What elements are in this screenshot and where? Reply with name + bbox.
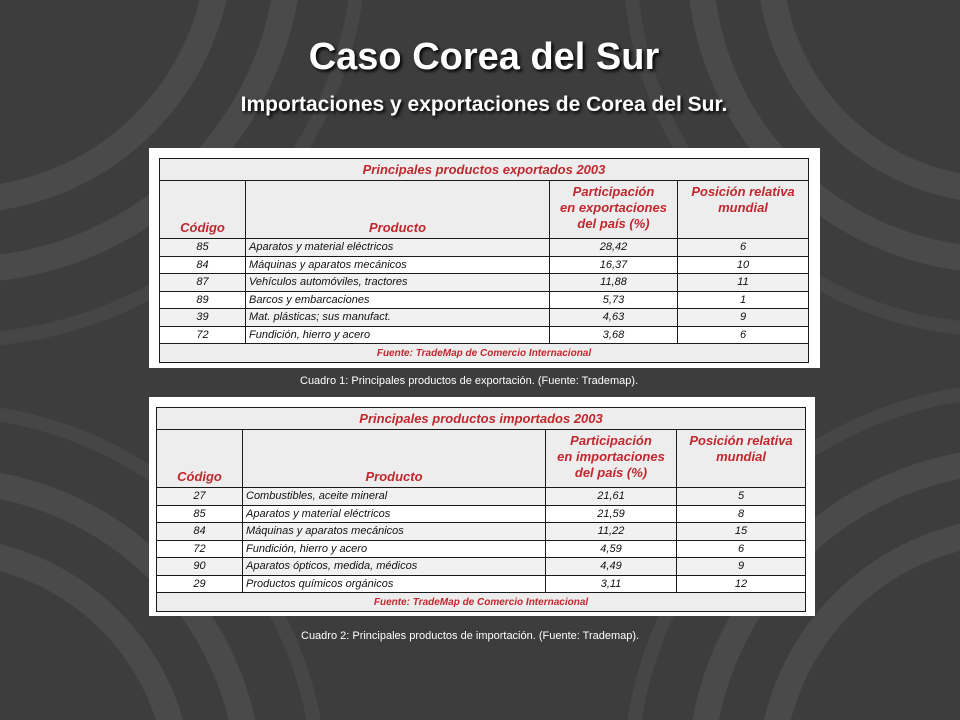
share-cell: 5,73 xyxy=(550,291,678,309)
rank-cell: 12 xyxy=(677,575,806,593)
share-cell: 11,22 xyxy=(546,523,677,541)
product-cell: Máquinas y aparatos mecánicos xyxy=(246,256,550,274)
imports-header-rank-l2: mundial xyxy=(716,449,766,464)
exports-header-product: Producto xyxy=(246,181,550,239)
rank-cell: 9 xyxy=(677,558,806,576)
imports-table-title: Principales productos importados 2003 xyxy=(157,408,806,430)
table-row xyxy=(160,291,809,309)
product-cell: Aparatos y material eléctricos xyxy=(246,239,550,257)
table-row xyxy=(157,540,806,558)
rank-cell: 6 xyxy=(678,239,809,257)
code-cell: 85 xyxy=(157,505,243,523)
share-cell: 21,61 xyxy=(546,488,677,506)
code-cell: 39 xyxy=(160,309,246,327)
table-row xyxy=(160,256,809,274)
share-cell: 11,88 xyxy=(550,274,678,292)
imports-header-rank-l1: Posición relativa xyxy=(689,433,793,448)
exports-header-rank-l1: Posición relativa xyxy=(691,184,795,199)
rank-cell: 6 xyxy=(677,540,806,558)
code-cell: 84 xyxy=(157,523,243,541)
slide-title: Caso Corea del Sur xyxy=(308,36,660,78)
rank-cell: 1 xyxy=(678,291,809,309)
imports-header-share-l3: del país (%) xyxy=(574,465,648,480)
imports-table-panel xyxy=(149,397,815,616)
imports-header-share-l2: en importaciones xyxy=(557,449,665,464)
product-cell: Combustibles, aceite mineral xyxy=(243,488,546,506)
share-cell: 4,63 xyxy=(550,309,678,327)
product-cell: Fundición, hierro y acero xyxy=(243,540,546,558)
imports-header-product: Producto xyxy=(243,430,546,488)
code-cell: 85 xyxy=(160,239,246,257)
rank-cell: 10 xyxy=(678,256,809,274)
table-row xyxy=(157,488,806,506)
share-cell: 4,59 xyxy=(546,540,677,558)
imports-source: Fuente: TradeMap de Comercio Internacional xyxy=(157,593,806,612)
rank-cell: 15 xyxy=(677,523,806,541)
exports-table-panel xyxy=(149,148,820,368)
code-cell: 72 xyxy=(160,326,246,344)
code-cell: 29 xyxy=(157,575,243,593)
exports-header-rank-l2: mundial xyxy=(718,200,768,215)
exports-table-title: Principales productos exportados 2003 xyxy=(160,159,809,181)
imports-table xyxy=(156,407,806,612)
code-cell: 87 xyxy=(160,274,246,292)
table-row xyxy=(160,239,809,257)
code-cell: 84 xyxy=(160,256,246,274)
code-cell: 89 xyxy=(160,291,246,309)
share-cell: 4,49 xyxy=(546,558,677,576)
imports-caption: Cuadro 2: Principales productos de importación. (Fuente: Trademap). xyxy=(301,630,640,642)
product-cell: Aparatos y material eléctricos xyxy=(243,505,546,523)
share-cell: 21,59 xyxy=(546,505,677,523)
rank-cell: 6 xyxy=(678,326,809,344)
product-cell: Máquinas y aparatos mecánicos xyxy=(243,523,546,541)
exports-header-share-l3: del país (%) xyxy=(577,216,650,231)
product-cell: Mat. plásticas; sus manufact. xyxy=(246,309,550,327)
product-cell: Productos químicos orgánicos xyxy=(243,575,546,593)
rank-cell: 11 xyxy=(678,274,809,292)
imports-header-code: Código xyxy=(157,430,243,488)
exports-source: Fuente: TradeMap de Comercio Internacional xyxy=(160,344,809,363)
imports-header-share xyxy=(546,430,677,488)
exports-header-share-l2: en exportaciones xyxy=(560,200,667,215)
product-cell: Barcos y embarcaciones xyxy=(246,291,550,309)
exports-header-rank xyxy=(678,181,809,239)
exports-header-code: Código xyxy=(160,181,246,239)
table-row xyxy=(157,523,806,541)
code-cell: 72 xyxy=(157,540,243,558)
table-row xyxy=(157,575,806,593)
imports-header-rank xyxy=(677,430,806,488)
share-cell: 3,68 xyxy=(550,326,678,344)
rank-cell: 9 xyxy=(678,309,809,327)
exports-header-share xyxy=(550,181,678,239)
slide-subtitle: Importaciones y exportaciones de Corea del Sur. xyxy=(240,93,728,116)
share-cell: 28,42 xyxy=(550,239,678,257)
product-cell: Fundición, hierro y acero xyxy=(246,326,550,344)
share-cell: 16,37 xyxy=(550,256,678,274)
rank-cell: 8 xyxy=(677,505,806,523)
code-cell: 27 xyxy=(157,488,243,506)
exports-table xyxy=(159,158,809,363)
share-cell: 3,11 xyxy=(546,575,677,593)
code-cell: 90 xyxy=(157,558,243,576)
table-row xyxy=(160,326,809,344)
table-row xyxy=(157,558,806,576)
product-cell: Vehículos automóviles, tractores xyxy=(246,274,550,292)
product-cell: Aparatos ópticos, medida, médicos xyxy=(243,558,546,576)
imports-header-share-l1: Participación xyxy=(570,433,652,448)
exports-header-share-l1: Participación xyxy=(572,184,655,199)
rank-cell: 5 xyxy=(677,488,806,506)
table-row xyxy=(157,505,806,523)
table-row xyxy=(160,309,809,327)
table-row xyxy=(160,274,809,292)
exports-caption: Cuadro 1: Principales productos de exportación. (Fuente: Trademap). xyxy=(300,375,639,387)
